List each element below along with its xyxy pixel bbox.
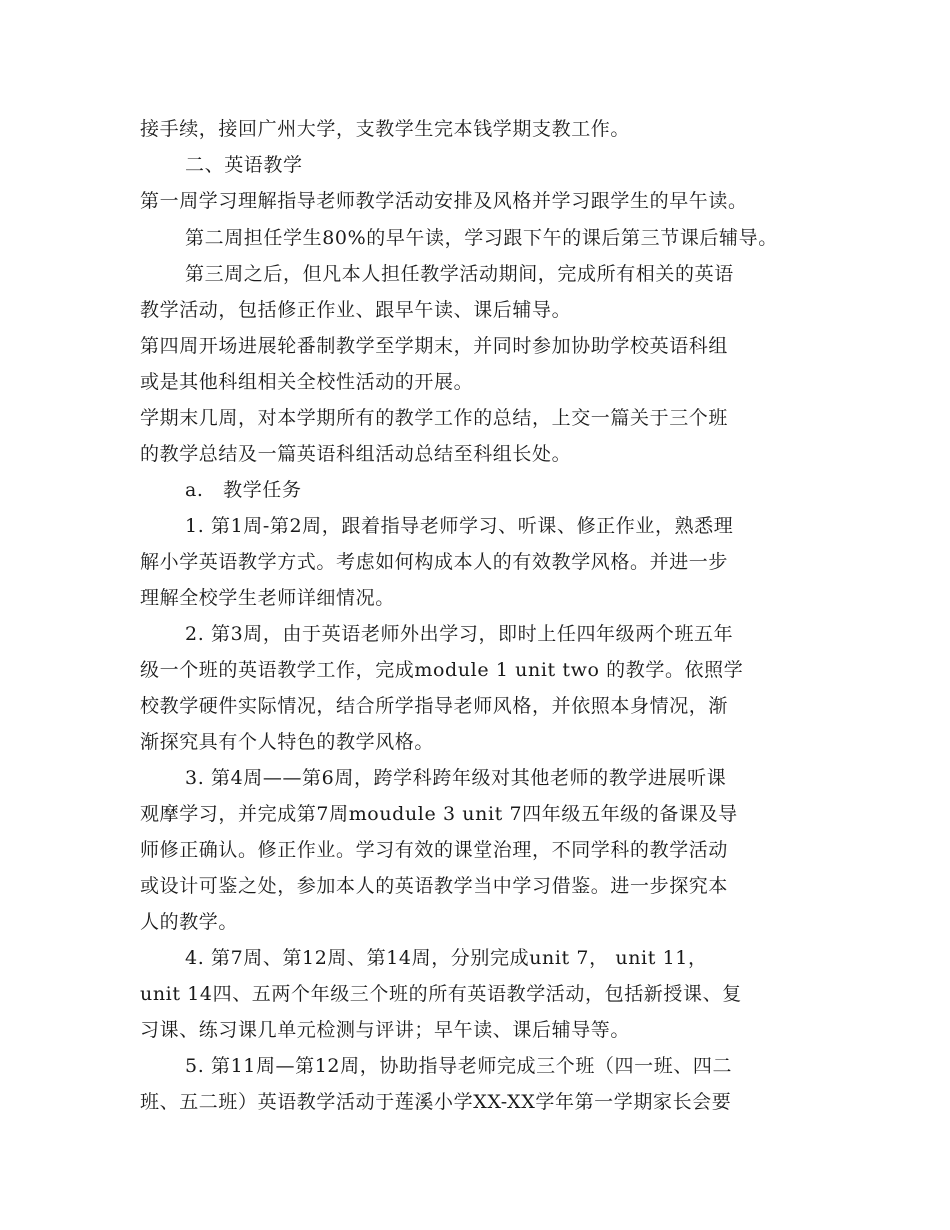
list-item-line: 级一个班的英语教学工作，完成module 1 unit two 的教学。依照学 [140, 659, 744, 681]
subsection-heading: a. 教学任务 [185, 479, 302, 501]
section-heading: 二、英语教学 [185, 154, 303, 176]
paragraph-line: 或是其他科组相关全校性活动的开展。 [140, 371, 474, 393]
list-item-line: 2. 第3周，由于英语老师外出学习，即时上任四年级两个班五年 [185, 623, 734, 645]
list-item-line: 渐探究具有个人特色的教学风格。 [140, 731, 435, 753]
paragraph-line: 第三周之后，但凡本人担任教学活动期间，完成所有相关的英语 [185, 263, 734, 285]
list-item-line: 或设计可鉴之处，参加本人的英语教学当中学习借鉴。进一步探究本 [140, 875, 729, 897]
list-item-line: 班、五二班）英语教学活动于莲溪小学XX-XX学年第一学期家长会要 [140, 1091, 732, 1113]
list-item-line: 解小学英语教学方式。考虑如何构成本人的有效教学风格。并进一步 [140, 551, 729, 573]
paragraph-line: 接手续，接回广州大学，支教学生完本钱学期支教工作。 [140, 118, 631, 140]
paragraph-line: 第二周担任学生80%的早午读，学习跟下午的课后第三节课后辅导。 [185, 227, 778, 249]
list-item-line: 观摩学习，并完成第7周moudule 3 unit 7四年级五年级的备课及导 [140, 803, 738, 825]
list-item-line: 校教学硬件实际情况，结合所学指导老师风格，并依照本身情况，渐 [140, 695, 729, 717]
list-item-line: 师修正确认。修正作业。学习有效的课堂治理，不同学科的教学活动 [140, 839, 729, 861]
list-item-line: 人的教学。 [140, 911, 239, 933]
list-item-line: unit 14四、五两个年级三个班的所有英语教学活动，包括新授课、复 [140, 983, 742, 1005]
list-item-line: 理解全校学生老师详细情况。 [140, 587, 395, 609]
paragraph-line: 教学活动，包括修正作业、跟早午读、课后辅导。 [140, 299, 572, 321]
list-item-line: 3. 第4周——第6周，跨学科跨年级对其他老师的教学进展听课 [185, 767, 727, 789]
paragraph-line: 第一周学习理解指导老师教学活动安排及风格并学习跟学生的早午读。 [140, 190, 748, 212]
list-item-line: 1. 第1周-第2周，跟着指导老师学习、听课、修正作业，熟悉理 [185, 515, 734, 537]
list-item-line: 5. 第11周—第12周，协助指导老师完成三个班（四一班、四二 [185, 1055, 733, 1077]
paragraph-line: 第四周开场进展轮番制教学至学期末，并同时参加协助学校英语科组 [140, 335, 729, 357]
paragraph-line: 学期末几周，对本学期所有的教学工作的总结，上交一篇关于三个班 [140, 407, 729, 429]
list-item-line: 4. 第7周、第12周、第14周，分别完成unit 7， unit 11， [185, 947, 708, 969]
paragraph-line: 的教学总结及一篇英语科组活动总结至科组长处。 [140, 443, 572, 465]
list-item-line: 习课、练习课几单元检测与评讲；早午读、课后辅导等。 [140, 1019, 631, 1041]
